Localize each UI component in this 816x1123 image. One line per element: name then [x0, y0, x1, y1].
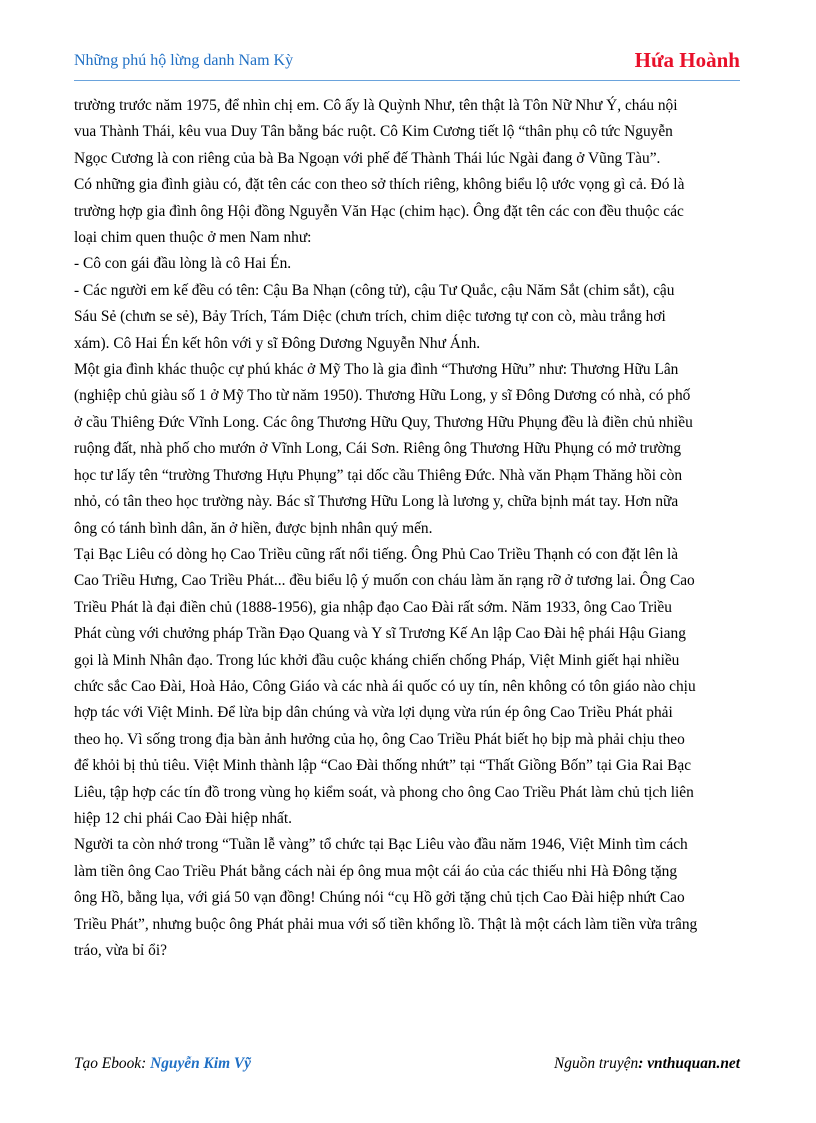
text-line: trường trước năm 1975, để nhìn chị em. Cô ấy là Quỳnh Như, tên thật là Tôn Nữ Như Ý, cháu nội: [74, 97, 678, 114]
text-line: vua Thành Thái, kêu vua Duy Tân bằng bác ruột. Cô Kim Cương tiết lộ “thân phụ cô tức Nguyễn: [74, 123, 673, 141]
text-line: Cao Triều Hưng, Cao Triều Phát... đều biểu lộ ý muốn con cháu làm ăn rạng rỡ ở tương lai. Ông Cao: [74, 572, 695, 590]
text-line: ở cầu Thiêng Đức Vĩnh Long. Các ông Thương Hữu Quy, Thương Hữu Phụng đều là điền chủ nhiều: [74, 413, 693, 431]
text-line: Liêu, tập hợp các tín đồ trong vùng họ kiểm soát, và phong cho ông Cao Triều Phát làm chủ tịch liên: [74, 783, 694, 801]
text-line: Một gia đình khác thuộc cự phú khác ở Mỹ Tho là gia đình “Thương Hữu” như: Thương Hữu Lân: [74, 361, 679, 379]
text-line: Triều Phát”, nhưng buộc ông Phát phải mua với số tiền khổng lồ. Thật là một cách làm tiền vừa trâng: [74, 915, 698, 933]
text-line: hợp tác với Việt Minh. Để lừa bịp dân chúng và vừa lợi dụng vừa rún ép ông Cao Triều Phát phải: [74, 704, 673, 722]
text-line: loại chim quen thuộc ở men Nam như:: [74, 229, 312, 247]
ebook-separator: :: [141, 1055, 151, 1072]
text-line: để khỏi bị thủ tiêu. Việt Minh thành lập “Cao Đài thống nhứt” tại “Thất Giồng Bốn” tại Gia Rai Bạc: [74, 757, 692, 775]
text-line: tráo, vừa bỉ ổi?: [74, 942, 167, 959]
text-line: Phát cùng với chưởng pháp Trần Đạo Quang và Y sĩ Trương Kế An lập Cao Đài hệ phái Hậu Giang: [74, 625, 686, 643]
source-label: Nguồn truyện: [553, 1055, 639, 1072]
text-line: ông Hồ, bằng lụa, với giá 50 vạn đồng! Chúng nói “cụ Hồ gởi tặng chủ tịch Cao Đài hiệp nhứt Cao: [74, 889, 685, 907]
text-line: theo họ. Vì sống trong địa bàn ảnh hưởng của họ, ông Cao Triều Phát biết họ bịp mà phải chịu theo: [74, 730, 685, 748]
page-body: [74, 93, 742, 964]
text-line: trường hợp gia đình ông Hội đồng Nguyễn Văn Hạc (chim hạc). Ông đặt tên các con đều thuộc các: [74, 202, 684, 220]
text-line: chức sắc Cao Đài, Hoà Hảo, Công Giáo và các nhà ái quốc có uy tín, nên không có tôn giáo nào chịu: [74, 677, 696, 695]
ebook-creator: Nguyễn Kim Vỹ: [150, 1055, 252, 1072]
text-line: - Cô con gái đầu lòng là cô Hai Én.: [74, 255, 292, 273]
header-divider: [74, 80, 740, 81]
text-line: Tại Bạc Liêu có dòng họ Cao Triều cũng rất nổi tiếng. Ông Phủ Cao Triều Thạnh có con đặt lên là: [74, 545, 679, 563]
text-line: - Các người em kế đều có tên: Cậu Ba Nhạn (công tử), cậu Tư Quắc, cậu Năm Sắt (chim sắt), cậu: [74, 281, 675, 299]
source-credit: [554, 1055, 740, 1073]
page-footer: [74, 1055, 740, 1077]
text-line: (nghiệp chủ giàu số 1 ở Mỹ Tho từ năm 1950). Thương Hữu Long, y sĩ Đông Dương có nhà, có phố: [74, 387, 691, 405]
text-line: xám). Cô Hai Én kết hôn với y sĩ Đông Dương Nguyễn Như Ánh.: [74, 334, 481, 352]
text-line: ruộng đất, nhà phố cho mướn ở Vĩnh Long, Cái Sơn. Riêng ông Thương Hữu Phụng có mở trường: [74, 440, 682, 458]
text-line: hiệp 12 chi phái Cao Đài hiệp nhất.: [74, 809, 292, 827]
author-name: Hứa Hoành: [634, 48, 740, 72]
text-line: học tư lấy tên “trường Thương Hựu Phụng” tại dốc cầu Thiêng Đức. Nhà văn Phạm Thăng hồi còn: [74, 466, 683, 484]
ebook-credit: [74, 1055, 251, 1073]
text-line: Người ta còn nhớ trong “Tuần lễ vàng” tổ chức tại Bạc Liêu vào đầu năm 1946, Việt Minh tìm cách: [74, 836, 688, 854]
page-header: [74, 48, 740, 78]
text-line: làm tiền ông Cao Triều Phát bằng cách nài ép ông mua một cái áo của các thiếu nhi Hà Đông tặng: [74, 862, 678, 880]
ebook-label: Tạo Ebook: [74, 1055, 142, 1072]
source-separator: :: [638, 1055, 648, 1072]
source-site: vnthuquan.net: [647, 1055, 740, 1072]
text-line: Có những gia đình giàu có, đặt tên các con theo sở thích riêng, không biểu lộ ước vọng gì cả. Đó là: [74, 176, 685, 194]
text-line: Sáu Sẻ (chưn se sẻ), Bảy Trích, Tám Diệc (chưn trích, chim diệc tương tự con cò, màu trắng hơi: [74, 308, 666, 326]
text-line: Ngọc Cương là con riêng của bà Ba Ngoạn với phế đế Thành Thái lúc Ngài đang ở Vũng Tàu”.: [74, 149, 661, 167]
text-line: nhỏ, có tân theo học trường này. Bác sĩ Thương Hữu Long là lương y, chữa bịnh mát tay. Hơn nữa: [74, 493, 679, 511]
text-line: Triều Phát là đại điền chủ (1888-1956), gia nhập đạo Cao Đài rất sớm. Năm 1933, ông Cao Triều: [74, 598, 672, 616]
book-title: Những phú hộ lừng danh Nam Kỳ: [74, 52, 294, 69]
text-line: ông có tánh bình dân, ăn ở hiền, được bịnh nhân quý mến.: [74, 519, 433, 537]
text-line: gọi là Minh Nhân đạo. Trong lúc khởi đầu cuộc kháng chiến chống Pháp, Việt Minh giết hại nhiều: [74, 651, 680, 669]
